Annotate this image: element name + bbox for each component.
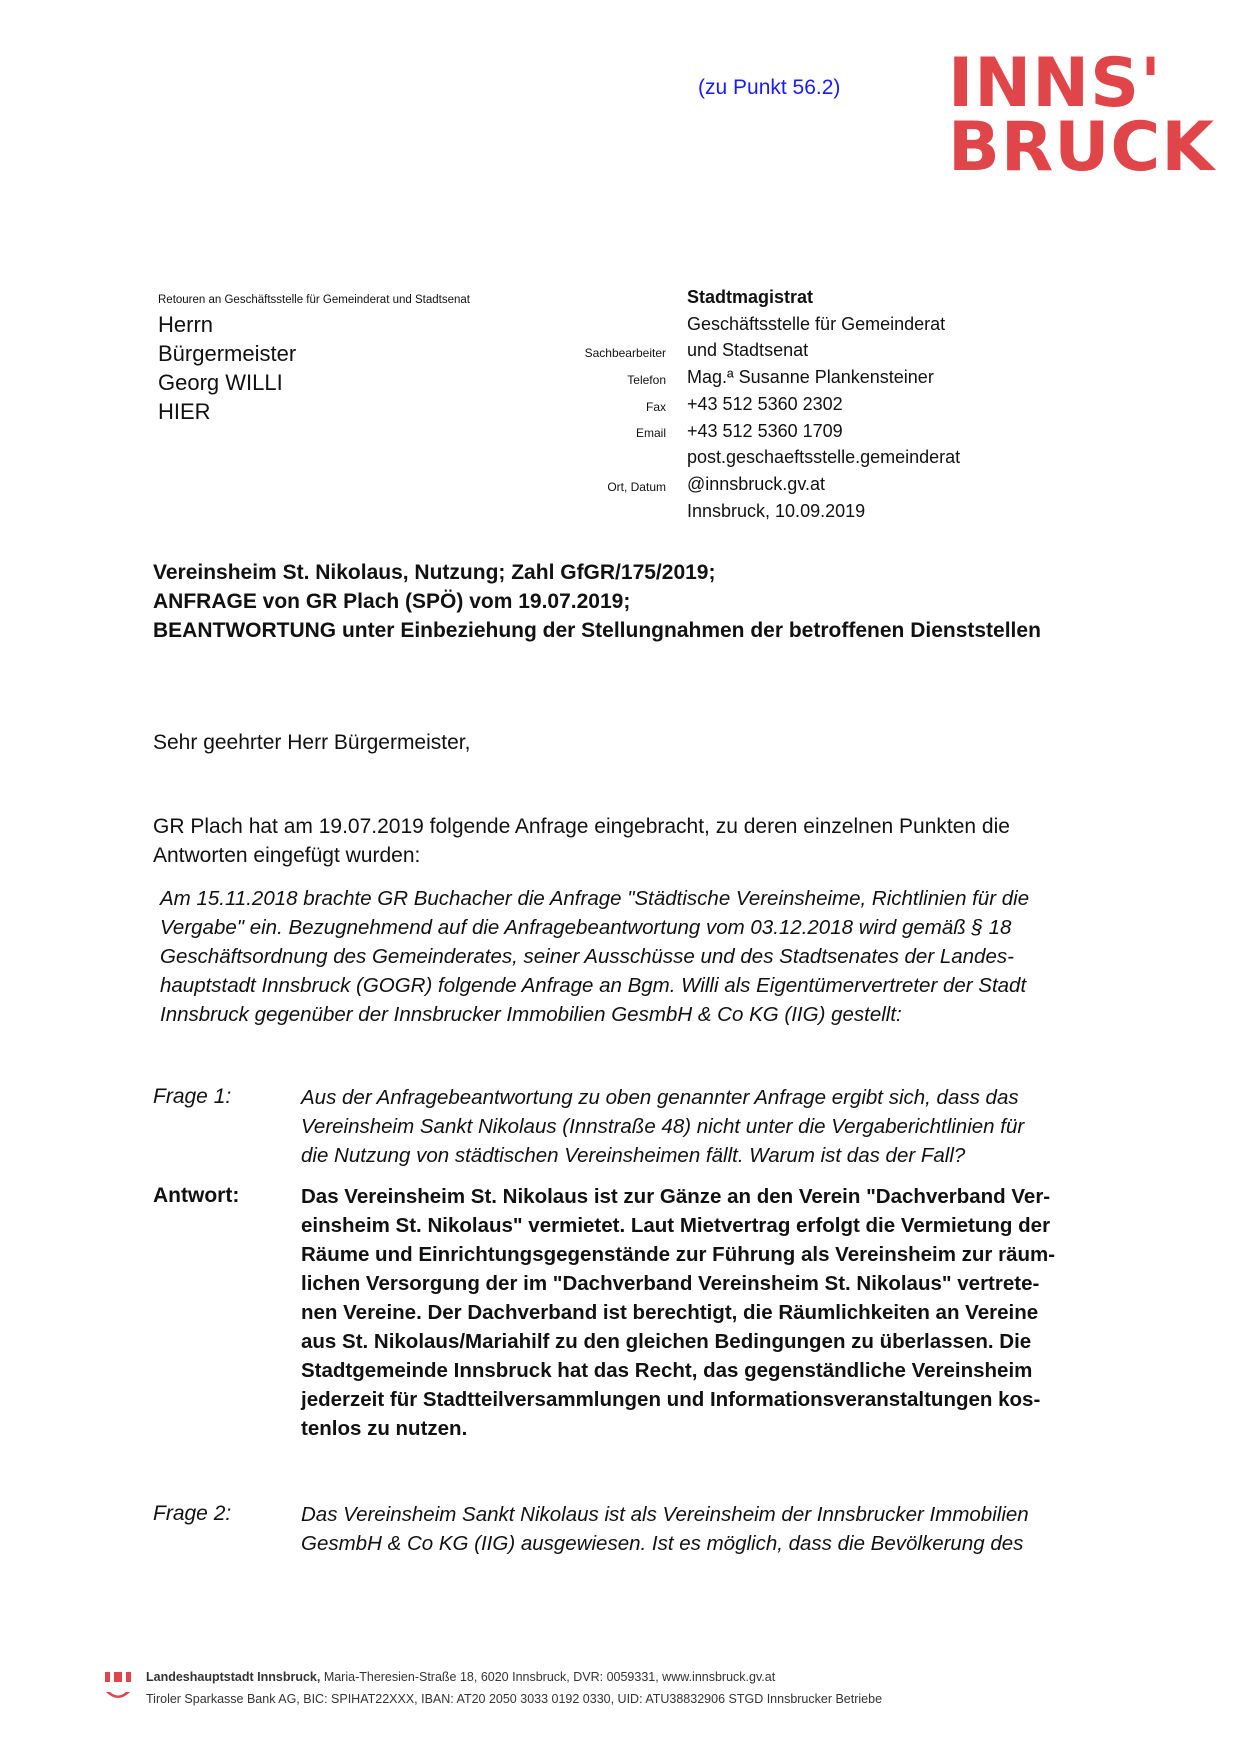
- footer-line-1: [146, 1666, 882, 1688]
- quote-line: Vergabe" ein. Bezugnehmend auf die Anfragebeantwortung vom 03.12.2018 wird gemäß § 18: [160, 916, 1012, 939]
- answer-line: Stadtgemeinde Innsbruck hat das Recht, das gegenständliche Vereinsheim: [301, 1359, 1033, 1382]
- question-line: Das Vereinsheim Sankt Nikolaus ist als Vereinsheim der Innsbrucker Immobilien: [301, 1503, 1029, 1526]
- quote-line: Am 15.11.2018 brachte GR Buchacher die Anfrage "Städtische Vereinsheime, Richtlinien für die: [160, 887, 1030, 910]
- question-1-text: [301, 1083, 1141, 1170]
- intro-paragraph: [153, 812, 1143, 870]
- subject-line: Vereinsheim St. Nikolaus, Nutzung; Zahl GfGR/175/2019;: [153, 561, 716, 584]
- reference-note: (zu Punkt 56.2): [698, 76, 841, 99]
- footer: [146, 1666, 882, 1710]
- question-2-label: Frage 2:: [153, 1502, 232, 1525]
- address-line: Herrn: [158, 312, 214, 337]
- sender-clerk: Mag.ª Susanne Plankensteiner: [687, 367, 934, 388]
- sender-office: Stadtmagistrat: [687, 287, 814, 307]
- sender-place-date: Innsbruck, 10.09.2019: [687, 500, 866, 521]
- answer-line: nen Vereine. Der Dachverband ist berechtigt, die Räumlichkeiten an Vereine: [301, 1301, 1039, 1324]
- intro-line: Antworten eingefügt wurden:: [153, 844, 421, 867]
- quote-line: hauptstadt Innsbruck (GOGR) folgende Anfrage an Bgm. Willi als Eigentümervertreter der Stadt: [160, 974, 1027, 997]
- sender-phone: +43 512 5360 2302: [687, 393, 843, 414]
- sender-block: [687, 284, 960, 524]
- address-line: Bürgermeister: [158, 341, 297, 366]
- footer-line-2: Tiroler Sparkasse Bank AG, BIC: SPIHAT22XXX, IBAN: AT20 2050 3033 0192 0330, UID: ATU38832906 STGD Innsbrucker Betriebe: [146, 1692, 883, 1706]
- fax-label: Fax: [645, 399, 666, 414]
- answer-line: aus St. Nikolaus/Mariahilf zu den gleichen Bedingungen zu überlassen. Die: [301, 1330, 1032, 1353]
- email-label: Email: [635, 426, 666, 441]
- phone-label: Telefon: [627, 373, 666, 388]
- quoted-request: [160, 884, 1125, 1029]
- question-line: GesmbH & Co KG (IIG) ausgewiesen. Ist es möglich, dass die Bevölkerung des: [301, 1532, 1024, 1555]
- footer-city: Landeshauptstadt Innsbruck,: [146, 1670, 321, 1684]
- subject-line: BEANTWORTUNG unter Einbeziehung der Stellungnahmen der betroffenen Dienststellen: [153, 619, 1041, 642]
- footer-address: Maria-Theresien-Straße 18, 6020 Innsbruck, DVR: 0059331, www.innsbruck.gv.at: [320, 1670, 776, 1684]
- answer-line: lichen Versorgung der im "Dachverband Vereinsheim St. Nikolaus" vertrete-: [301, 1272, 1040, 1295]
- answer-line: tenlos zu nutzen.: [301, 1417, 468, 1440]
- clerk-label: Sachbearbeiter: [584, 346, 666, 361]
- answer-line: einsheim St. Nikolaus" vermietet. Laut Mietvertrag erfolgt die Vermietung der: [301, 1214, 1051, 1237]
- sender-email: post.geschaeftsstelle.gemeinderat: [687, 447, 961, 468]
- answer-line: Räume und Einrichtungsgegenstände zur Führung als Vereinsheim zur räum-: [301, 1243, 1056, 1266]
- quote-line: Geschäftsordnung des Gemeinderates, seiner Ausschüsse und des Stadtsenates der Landes-: [160, 945, 1014, 968]
- sender-department: Geschäftsstelle für Gemeinderat: [687, 313, 946, 334]
- answer-1-text: [301, 1182, 1141, 1443]
- sender-email: @innsbruck.gv.at: [687, 473, 825, 494]
- sender-labels: [500, 287, 666, 501]
- place-date-label: Ort, Datum: [607, 479, 666, 494]
- sender-fax: +43 512 5360 1709: [687, 420, 843, 441]
- address-line: Georg WILLI: [158, 370, 283, 395]
- question-line: die Nutzung von städtischen Vereinsheimen fällt. Warum ist das der Fall?: [301, 1144, 966, 1167]
- intro-line: GR Plach hat am 19.07.2019 folgende Anfrage eingebracht, zu deren einzelnen Punkten die: [153, 815, 1010, 838]
- logo-line-2: BRUCK: [948, 108, 1216, 187]
- question-line: Vereinsheim Sankt Nikolaus (Innstraße 48) nicht unter die Vergaberichtlinien für: [301, 1115, 1025, 1138]
- subject: [153, 558, 1041, 645]
- answer-1-label: Antwort:: [153, 1184, 240, 1207]
- logo-line-1: INNS': [948, 44, 1162, 123]
- sender-department: und Stadtsenat: [687, 340, 809, 361]
- address-line: HIER: [158, 399, 211, 424]
- question-2-text: [301, 1500, 1141, 1558]
- answer-line: Das Vereinsheim St. Nikolaus ist zur Gänze an den Verein "Dachverband Ver-: [301, 1185, 1051, 1208]
- quote-line: Innsbruck gegenüber der Innsbrucker Immobilien GesmbH & Co KG (IIG) gestellt:: [160, 1003, 902, 1026]
- question-line: Aus der Anfragebeantwortung zu oben genannter Anfrage ergibt sich, dass das: [301, 1086, 1019, 1109]
- return-note: Retouren an Geschäftsstelle für Gemeinderat und Stadtsenat: [158, 294, 470, 306]
- recipient-address: [158, 310, 296, 426]
- salutation: Sehr geehrter Herr Bürgermeister,: [153, 731, 471, 754]
- question-1-label: Frage 1:: [153, 1085, 232, 1108]
- subject-line: ANFRAGE von GR Plach (SPÖ) vom 19.07.2019;: [153, 590, 631, 613]
- city-emblem-icon: [104, 1670, 132, 1710]
- answer-line: jederzeit für Stadtteilversammlungen und Informationsveranstaltungen kos-: [301, 1388, 1041, 1411]
- innsbruck-logo: [948, 44, 1216, 187]
